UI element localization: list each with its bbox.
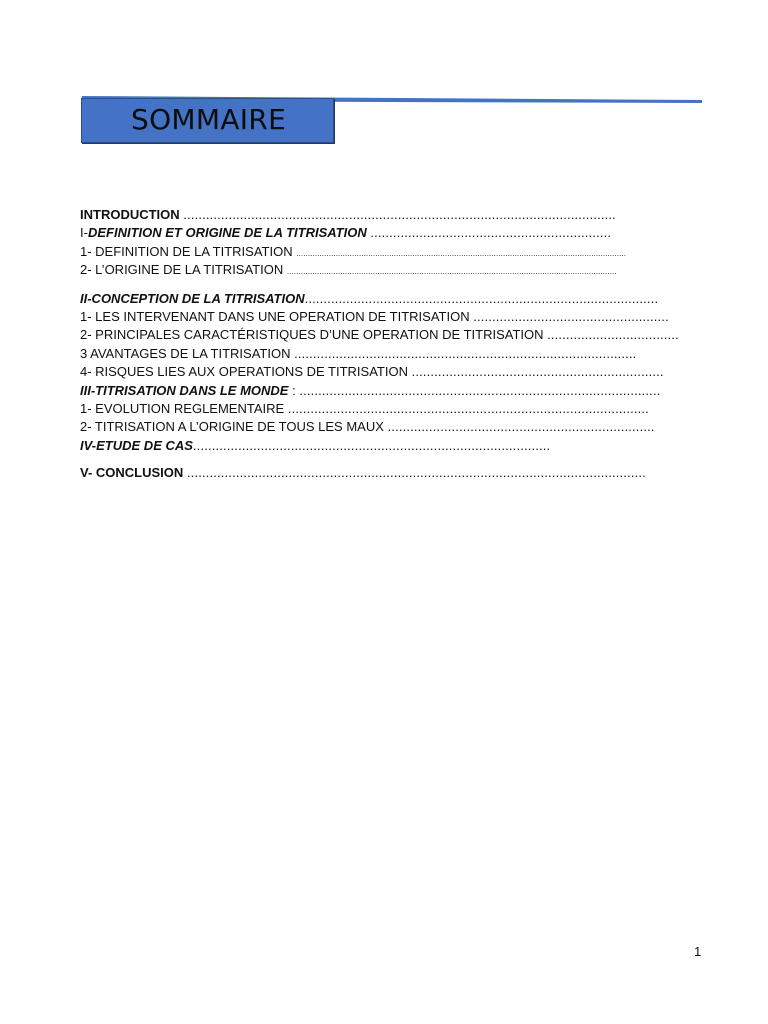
toc-entry[interactable] (80, 308, 680, 326)
toc-entry-label: 2- L’ORIGINE DE LA TITRISATION (80, 262, 284, 278)
toc-entry-label: DEFINITION ET ORIGINE DE LA TITRISATION (87, 225, 367, 241)
toc-entry-label: 4- RISQUES LIES AUX OPERATIONS DE TITRISATION (80, 364, 408, 380)
toc-entry[interactable] (80, 243, 680, 261)
toc-dot-leader: ................................................................................................ (299, 382, 661, 398)
toc-entry-label: 3 AVANTAGES DE LA TITRISATION (80, 345, 291, 361)
toc-entry[interactable] (80, 261, 680, 279)
toc-entry[interactable] (80, 363, 680, 381)
toc-dot-leader: .............................................................................................................................................. (286, 267, 617, 277)
toc-entry[interactable] (80, 464, 680, 482)
toc-dot-leader: .................................................... (473, 308, 669, 324)
toc-entry[interactable] (80, 345, 680, 363)
toc-entry-label: V- CONCLUSION (80, 465, 184, 481)
toc-dot-leader: ............................................................................................... (192, 437, 551, 453)
toc-entry-label: IV-ETUDE DE CAS (80, 437, 193, 453)
page-number: 1 (694, 944, 702, 959)
title-banner (81, 98, 334, 143)
toc-entry[interactable] (80, 224, 680, 242)
toc-entry-label: III-TITRISATION DANS LE MONDE (80, 382, 289, 398)
toc-dot-leader: ........................................................................................... (294, 345, 637, 361)
toc-entry-label: 1- DEFINITION DE LA TITRISATION (80, 243, 293, 259)
toc-dot-leader: ................................... (547, 327, 679, 343)
toc-entry-label: 1- EVOLUTION REGLEMENTAIRE (80, 400, 285, 416)
toc-dot-leader: .............................................................................................. (304, 290, 659, 306)
document-title: SOMMAIRE (131, 103, 287, 136)
toc-dot-leader: ................................................................... (411, 364, 664, 380)
toc-entry-prefix: I- (80, 225, 88, 241)
toc-entry-label: INTRODUCTION (80, 207, 180, 222)
toc-entry[interactable] (80, 400, 680, 418)
toc-entry[interactable] (80, 437, 680, 455)
toc-entry-label: 2- PRINCIPALES CARACTÉRISTIQUES D’UNE OPERATION DE TITRISATION (80, 327, 544, 343)
toc-dot-leader: ................................................................ (370, 225, 612, 241)
toc-entry-label: 2- TITRISATION A L’ORIGINE DE TOUS LES MAUX (80, 419, 384, 435)
toc-entry[interactable] (80, 326, 680, 344)
toc-entry[interactable] (80, 290, 680, 308)
toc-dot-leader: ................................................................................................................... (183, 207, 616, 222)
toc-dot-leader: ....................................................................... (387, 419, 655, 435)
toc-entry-label: 1- LES INTERVENANT DANS UNE OPERATION DE TITRISATION (80, 308, 470, 324)
toc-dot-leader: .............................................................................................................................................. (296, 248, 627, 258)
toc-entry-separator: : (288, 382, 300, 398)
toc-dot-leader: .......................................................................................................................... (186, 465, 646, 481)
toc-entry-label: II-CONCEPTION DE LA TITRISATION (80, 290, 305, 306)
toc-dot-leader: ................................................................................................ (287, 400, 649, 416)
toc-entry[interactable] (80, 206, 680, 224)
table-of-contents (80, 206, 680, 482)
toc-entry[interactable] (80, 382, 680, 400)
toc-entry[interactable] (80, 418, 680, 436)
